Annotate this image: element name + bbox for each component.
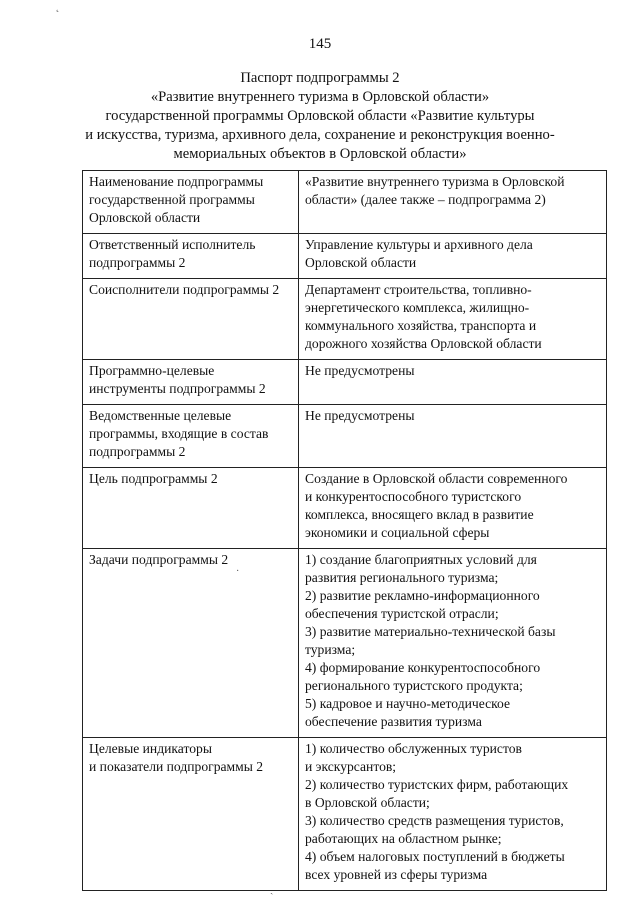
title-line: Паспорт подпрограммы 2 [240, 70, 400, 86]
cell-line: развития регионального туризма; [305, 570, 499, 585]
cell-line: подпрограммы 2 [89, 444, 186, 459]
cell-line: 4) объем налоговых поступлений в бюджеты [305, 849, 565, 864]
row-value-cell [299, 405, 607, 468]
cell-line: комплекса, вносящего вклад в развитие [305, 507, 534, 522]
cell-line: области» (далее также – подпрограмма 2) [305, 192, 546, 207]
cell-line: обеспечение развития туризма [305, 714, 482, 729]
title-line: «Развитие внутреннего туризма в Орловской области» [150, 89, 490, 105]
cell-line: Орловской области [89, 210, 201, 225]
table-row [83, 171, 607, 234]
row-value-cell [299, 468, 607, 549]
table-row [83, 468, 607, 549]
cell-line: 4) формирование конкурентоспособного [305, 660, 541, 675]
row-name-cell [83, 171, 299, 234]
cell-line: дорожного хозяйства Орловской области [305, 336, 542, 351]
cell-line: коммунального хозяйства, транспорта и [305, 318, 537, 333]
cell-line: 2) развитие рекламно-информационного [305, 588, 540, 603]
cell-line: Управление культуры и архивного дела [305, 237, 533, 252]
cell-line: 5) кадровое и научно-методическое [305, 696, 511, 711]
title-line: мемориальных объектов в Орловской области» [173, 146, 467, 162]
cell-line: Департамент строительства, топливно- [305, 282, 532, 297]
table-row [83, 279, 607, 360]
cell-line: Орловской области [305, 255, 417, 270]
cell-line: 1) количество обслуженных туристов [305, 741, 522, 756]
cell-line: инструменты подпрограммы 2 [89, 381, 266, 396]
cell-line: «Развитие внутреннего туризма в Орловской [305, 174, 565, 189]
table-row [83, 549, 607, 738]
row-name-cell [83, 468, 299, 549]
cell-line: Не предусмотрены [305, 408, 415, 423]
passport-table [82, 170, 607, 891]
row-name-cell [83, 279, 299, 360]
page-number: 145 [308, 36, 332, 52]
cell-line: Цель подпрограммы 2 [89, 471, 218, 486]
table-row [83, 405, 607, 468]
cell-line: обеспечения туристской отрасли; [305, 606, 499, 621]
table-row [83, 234, 607, 279]
cell-line: работающих на областном рынке; [305, 831, 502, 846]
cell-line: Наименование подпрограммы [89, 174, 264, 189]
row-name-cell [83, 360, 299, 405]
row-value-cell [299, 279, 607, 360]
cell-line: 3) количество средств размещения туристов, [305, 813, 564, 828]
cell-line: экономики и социальной сферы [305, 525, 490, 540]
cell-line: энергетического комплекса, жилищно- [305, 300, 530, 315]
row-value-cell [299, 549, 607, 738]
cell-line: 1) создание благоприятных условий для [305, 552, 537, 567]
row-name-cell [83, 234, 299, 279]
row-value-cell [299, 234, 607, 279]
cell-line: Целевые индикаторы [89, 741, 212, 756]
scan-speck: ˎ [270, 884, 274, 895]
scan-speck: ˛ [56, 2, 60, 13]
cell-line: регионального туристского продукта; [305, 678, 523, 693]
row-name-cell [83, 405, 299, 468]
cell-line: Создание в Орловской области современного [305, 471, 568, 486]
row-value-cell [299, 171, 607, 234]
passport-title [60, 69, 580, 164]
row-value-cell [299, 738, 607, 891]
cell-line: подпрограммы 2 [89, 255, 186, 270]
cell-line: 3) развитие материально-технической базы [305, 624, 556, 639]
cell-line: в Орловской области; [305, 795, 430, 810]
cell-line: Задачи подпрограммы 2 [89, 552, 229, 567]
cell-line: всех уровней из сферы туризма [305, 867, 488, 882]
cell-line: Не предусмотрены [305, 363, 415, 378]
cell-line: государственной программы [89, 192, 255, 207]
cell-line: программы, входящие в состав [89, 426, 269, 441]
title-line: и искусства, туризма, архивного дела, сохранение и реконструкция военно- [85, 127, 555, 143]
table-row [83, 738, 607, 891]
scan-speck: · [236, 566, 240, 577]
title-line: государственной программы Орловской области «Развитие культуры [105, 108, 535, 124]
row-name-cell [83, 549, 299, 738]
cell-line: 2) количество туристских фирм, работающих [305, 777, 569, 792]
cell-line: Ответственный исполнитель [89, 237, 256, 252]
table-row [83, 360, 607, 405]
row-value-cell [299, 360, 607, 405]
cell-line: и показатели подпрограммы 2 [89, 759, 264, 774]
row-name-cell [83, 738, 299, 891]
cell-line: Ведомственные целевые [89, 408, 232, 423]
cell-line: туризма; [305, 642, 356, 657]
cell-line: Соисполнители подпрограммы 2 [89, 282, 280, 297]
cell-line: и конкурентоспособного туристского [305, 489, 522, 504]
cell-line: и экскурсантов; [305, 759, 397, 774]
cell-line: Программно-целевые [89, 363, 215, 378]
